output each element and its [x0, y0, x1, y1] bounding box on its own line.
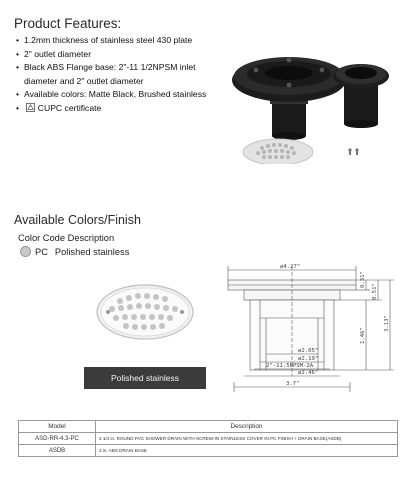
spec-table: [18, 420, 398, 457]
dim-height-c: 3.13": [384, 315, 390, 332]
dim-outer-diameter: ø2.19": [298, 356, 319, 362]
features-title: Product Features:: [14, 16, 122, 31]
table-row: [19, 433, 398, 445]
polished-cover-image: [84, 266, 206, 362]
screws-image: [348, 148, 358, 155]
dim-height-a: 0.31": [360, 271, 366, 288]
description-cell: 4 1/4 in. ROUND PVC SHOWER DRAIN WITH SCREW-IN STAINLESS COVER IN PC FINISH + DRAIN BASE(ASDB): [96, 433, 398, 445]
product-image-box: [84, 266, 206, 384]
product-photos: [222, 40, 408, 164]
color-description: Polished stainless: [54, 246, 130, 257]
color-code: PC: [35, 246, 48, 257]
table-row: [19, 445, 398, 457]
color-swatch-row: [20, 246, 129, 257]
feature-item: • 1.2mm thickness of stainless steel 430 plate: [16, 35, 193, 45]
feature-item: • CUPC certificate: [16, 102, 102, 113]
product-image-caption: Polished stainless: [84, 367, 206, 389]
dim-top-diameter: ø4.27": [280, 264, 301, 270]
feature-item: diameter and 2" outlet diameter: [24, 75, 144, 86]
dim-height-d: 1.46": [360, 327, 366, 344]
model-cell: ASDB: [19, 445, 96, 457]
feature-item: • 2" outlet diameter: [16, 48, 92, 59]
dim-base-diameter: ø2.46": [298, 370, 319, 376]
strainer-cover-image: [243, 139, 313, 164]
technical-drawing: [214, 258, 408, 400]
model-cell: ASD-RR-4.3-PC: [19, 433, 96, 445]
color-swatch: [20, 246, 31, 257]
description-cell: 2 in. ABS DRAIN BASE: [96, 445, 398, 457]
feature-item: • Black ABS Flange base: 2"-11 1/2NPSM inlet: [16, 62, 196, 72]
table-header-row: [19, 421, 398, 433]
color-code-label: Color Code Description: [18, 233, 115, 243]
dim-inner-diameter: ø2.05": [298, 348, 319, 354]
colors-title: Available Colors/Finish: [14, 213, 141, 227]
features-list: [16, 34, 206, 115]
drain-adapter-image: [333, 64, 389, 128]
dim-height-b: 0.51": [372, 283, 378, 300]
flange-base-image: [232, 57, 346, 140]
feature-item: • Available colors: Matte Black, Brushed stainless: [16, 89, 207, 99]
dim-thread: 2"-11.5NPSM-2A: [266, 363, 314, 369]
dim-width: 3.7": [286, 381, 300, 387]
cupc-logo-icon: [26, 103, 35, 112]
column-header-model: Model: [19, 421, 96, 433]
column-header-description: Description: [96, 421, 398, 433]
